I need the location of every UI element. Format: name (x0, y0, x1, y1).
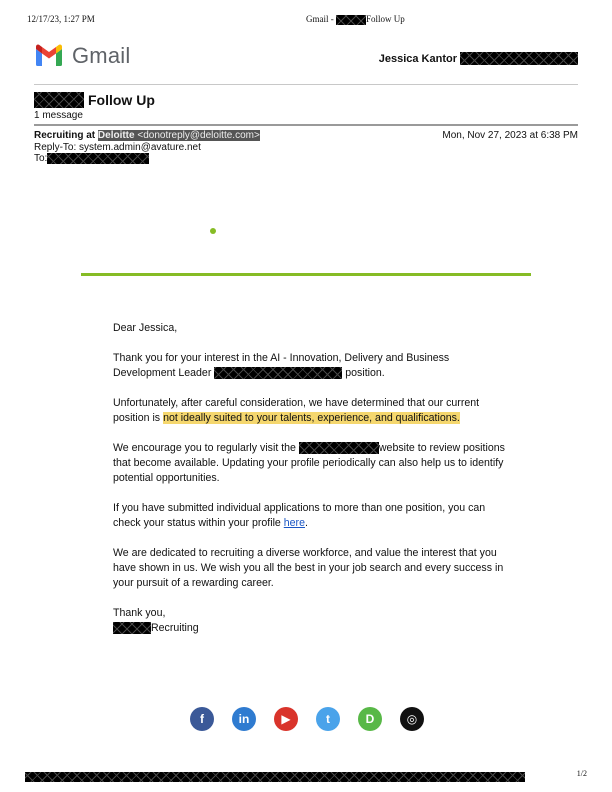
redaction-block (25, 772, 525, 782)
p4-end: . (304, 517, 308, 529)
social-links (190, 707, 424, 731)
to-label: To: (34, 153, 48, 164)
signature (113, 621, 513, 636)
print-title (306, 14, 405, 25)
signoff: Thank you, (113, 607, 166, 619)
to-line (34, 153, 149, 164)
redaction-block (299, 442, 379, 454)
subject-text: Follow Up (88, 92, 155, 108)
divider (34, 84, 578, 85)
sender-name: Recruiting at (34, 130, 96, 141)
redaction-block (214, 367, 342, 379)
print-title-suffix: Follow Up (366, 14, 405, 24)
gmail-wordmark: Gmail (72, 43, 131, 68)
redaction-block (336, 15, 366, 25)
page-number: 1/2 (576, 769, 587, 778)
p3-text: We encourage you to regularly visit the (113, 442, 296, 454)
sender-email: <donotreply@deloitte.com> (137, 130, 260, 141)
greeting: Dear Jessica, (113, 322, 178, 334)
glassdoor-icon[interactable]: D (358, 707, 382, 731)
linkedin-icon[interactable]: in (232, 707, 256, 731)
signature-text: Recruiting (151, 622, 199, 634)
message-count: 1 message (34, 110, 83, 121)
print-date: 12/17/23, 1:27 PM (27, 14, 95, 24)
sender-org: Deloitte (97, 130, 135, 141)
p2-text: Unfortunately, after careful consideration, we have determined that our current position is (113, 397, 480, 424)
twitter-icon[interactable]: t (316, 707, 340, 731)
account-name: Jessica Kantor (378, 52, 457, 65)
redaction-block (47, 153, 149, 164)
body-paragraph-5: We are dedicated to recruiting a diverse workforce, and value the interest that you have shown in us. We wish you all the best in your job search and every success in your pursuit of a rewarding career. (113, 547, 504, 589)
youtube-icon[interactable]: ▶ (274, 707, 298, 731)
footer-url (25, 768, 525, 786)
reply-to-line: Reply-To: system.admin@avature.net (34, 142, 201, 153)
body-paragraph-3 (113, 441, 513, 486)
print-title-prefix: Gmail - (306, 14, 334, 24)
email-subject (34, 92, 155, 108)
p1-text: Thank you for your interest in the AI - Innovation, Delivery and Business Development Leader (113, 352, 450, 379)
sender-line (34, 130, 260, 141)
highlighted-text: not ideally suited to your talents, experience, and qualifications. (163, 412, 460, 424)
body-paragraph-2 (113, 396, 513, 426)
p3-rest: website to review positions that become available. Updating your profile periodically can also help us to identify potential opportunities. (113, 442, 505, 484)
green-divider (81, 273, 531, 276)
redaction-block (34, 92, 84, 108)
body-paragraph-1 (113, 351, 513, 381)
instagram-icon[interactable]: ◎ (400, 707, 424, 731)
sender-highlight (98, 130, 260, 141)
facebook-icon[interactable]: f (190, 707, 214, 731)
divider (34, 124, 578, 126)
deloitte-dot-logo (210, 228, 216, 234)
gmail-logo-icon (34, 44, 64, 66)
message-date: Mon, Nov 27, 2023 at 6:38 PM (442, 130, 578, 141)
profile-link[interactable]: here (283, 517, 305, 529)
redaction-block (460, 52, 578, 65)
p1-end: position. (345, 367, 385, 379)
p4-text: If you have submitted individual applications to more than one position, you can check your status within your profile (113, 502, 486, 529)
body-paragraph-4 (113, 501, 513, 531)
account-label (379, 52, 578, 65)
redaction-block (113, 622, 151, 634)
